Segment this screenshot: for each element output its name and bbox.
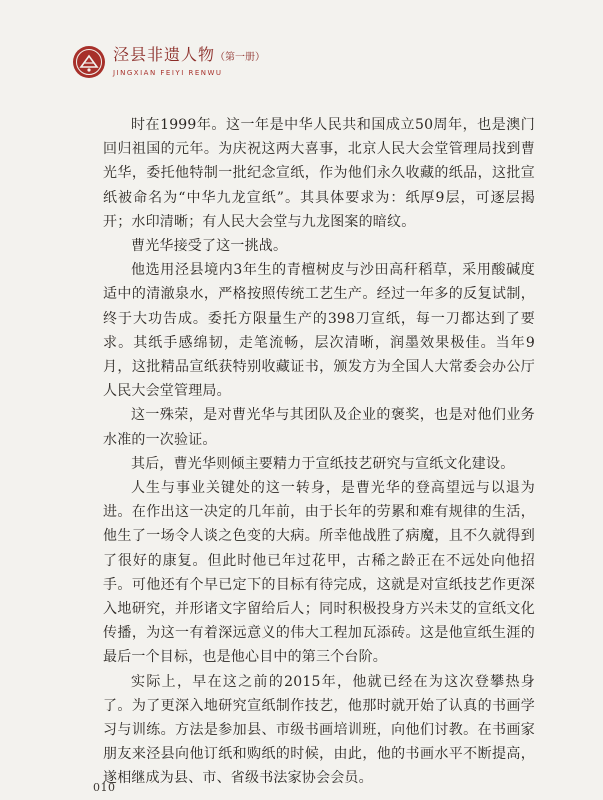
running-header	[113, 46, 265, 77]
paragraph: 其后，曹光华则倾主要精力于宣纸技艺研究与宣纸文化建设。	[131, 455, 515, 472]
publisher-logo-icon	[72, 45, 106, 79]
book-subtitle: JINGXIAN FEIYI RENWU	[113, 69, 223, 77]
volume-label: （第一册）	[215, 52, 266, 63]
paragraph: 人生与事业关键处的这一转身，是曹光华的登高望远与以退为进。在作出这一决定的几年前，由于长年的劳累和难有规律的生活，他生了一场令人谈之色变的大病。所幸他战胜了病魔，且不久就得到了很好的康复。但此时他已年过花甲，古稀之龄正在不远处向他招手。可他还有个早已定下的目标有待完成，这就是对宣纸技艺作更深入地研究，并形诸文字留给后人；同时积极投身方兴未艾的宣纸文化传播，为这一有着深远意义的伟大工程加瓦添砖。这是他宣纸生涯的最后一个目标，也是他心目中的第三个台阶。	[103, 480, 535, 666]
paragraph: 实际上，早在这之前的2015年，他就已经在为这次登攀热身了。为了更深入地研究宣纸制作技艺，他那时就开始了认真的书画学习与训练。方法是参加县、市级书画培训班，向他们讨教。在书画家朋友来泾县向他订纸和购纸的时候，由此，他的书画水平不断提高，遂相继成为县、市、省级书法家协会会员。	[103, 673, 535, 787]
paragraph: 他选用泾县境内3年生的青檀树皮与沙田高秆稻草，采用酸碱度适中的清澈泉水，严格按照传统工艺生产。经过一年多的反复试制，终于大功告成。委托方限量生产的398刀宣纸，每一刀都达到了要求。其纸手感绵韧，走笔流畅，层次清晰，润墨效果极佳。当年9月，这批精品宣纸获特别收藏证书，颁发方为全国人大常委会办公厅人民大会堂管理局。	[103, 262, 535, 400]
paragraph: 曹光华接受了这一挑战。	[131, 238, 288, 255]
page-number: 010	[93, 781, 116, 794]
body-text	[103, 113, 535, 791]
paragraph: 这一殊荣，是对曹光华与其团队及企业的褒奖，也是对他们业务水准的一次验证。	[103, 407, 535, 448]
paragraph: 时在1999年。这一年是中华人民共和国成立50周年，也是澳门回归祖国的元年。为庆祝这两大喜事，北京人民大会堂管理局找到曹光华，委托他特制一批纪念宣纸，作为他们永久收藏的纸品，这批宣纸被命名为“中华九龙宣纸”。其具体要求为：纸厚9层，可逐层揭开；水印清晰；有人民大会堂与九龙图案的暗纹。	[103, 117, 535, 230]
book-title: 泾县非遗人物（第一册）	[113, 45, 266, 64]
